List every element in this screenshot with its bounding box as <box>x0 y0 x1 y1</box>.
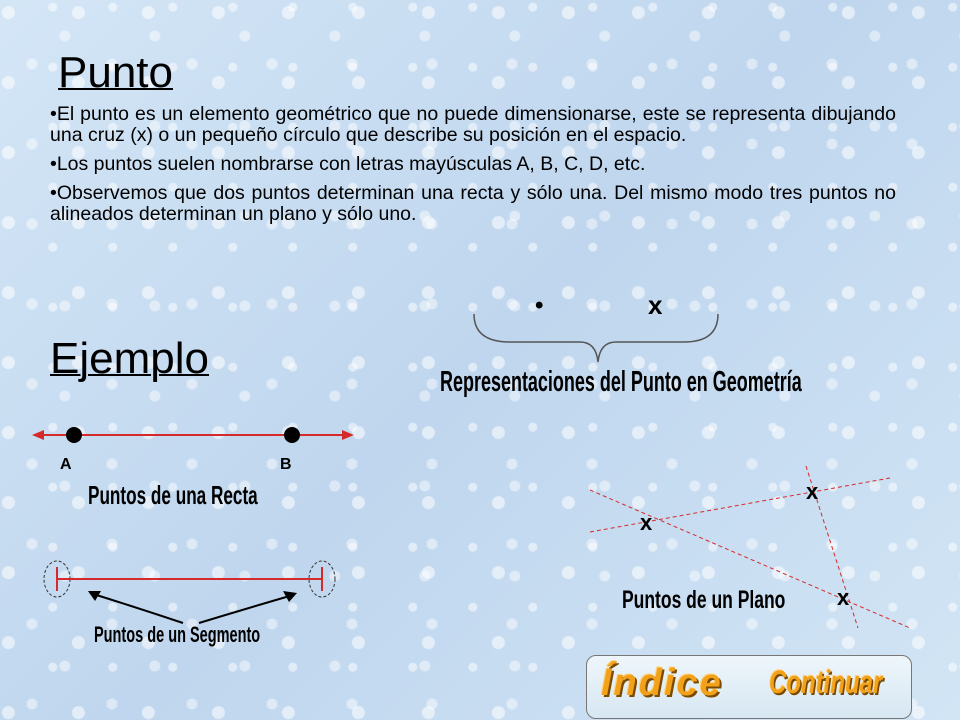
index-button[interactable]: Índice <box>601 662 723 704</box>
point-a <box>66 427 82 443</box>
segment-caption: Puntos de un Segmento <box>94 622 261 647</box>
arrow-to-end-icon <box>199 595 293 623</box>
bullet-text-2: Los puntos suelen nombrarse con letras mayúsculas A, B, C, D, etc. <box>56 153 646 175</box>
brace-icon <box>470 310 730 370</box>
bullet-item <box>50 104 896 146</box>
point-b <box>284 427 300 443</box>
continue-button[interactable]: Continuar <box>769 664 883 700</box>
line-diagram <box>30 420 360 450</box>
plane-x-2: x <box>640 510 653 535</box>
segment-diagram <box>35 555 355 665</box>
plane-line-1 <box>590 478 890 532</box>
plane-x-1: x <box>806 479 819 504</box>
bullet-text-1: El punto es un elemento geométrico que no puede dimensionarse, este se representa dibujando una cruz (x) o un pequeño círculo que describe su posición en el espacio. <box>50 103 896 146</box>
dot-symbol: • <box>535 292 544 319</box>
arrow-right-icon <box>342 430 354 440</box>
nav-panel <box>586 655 912 719</box>
bullet-list <box>50 104 896 233</box>
label-b: B <box>280 456 292 473</box>
arrow-to-start-icon <box>90 593 183 623</box>
bullet-text-3: Observemos que dos puntos determinan una recta y sólo una. Del mismo modo tres puntos no alineados determinan un plano y sólo uno. <box>50 182 896 225</box>
bullet-item <box>50 183 896 225</box>
plane-x-3: x <box>837 585 850 610</box>
bullet-item <box>50 154 896 175</box>
line-caption: Puntos de una Recta <box>88 480 258 510</box>
example-heading: Ejemplo <box>50 334 209 383</box>
representations-caption: Representaciones del Punto en Geometría <box>440 366 802 398</box>
plane-caption: Puntos de un Plano <box>622 586 786 614</box>
page-title: Punto <box>58 48 173 97</box>
arrow-left-icon <box>32 430 44 440</box>
x-symbol: x <box>648 290 663 320</box>
label-a: A <box>60 456 72 473</box>
